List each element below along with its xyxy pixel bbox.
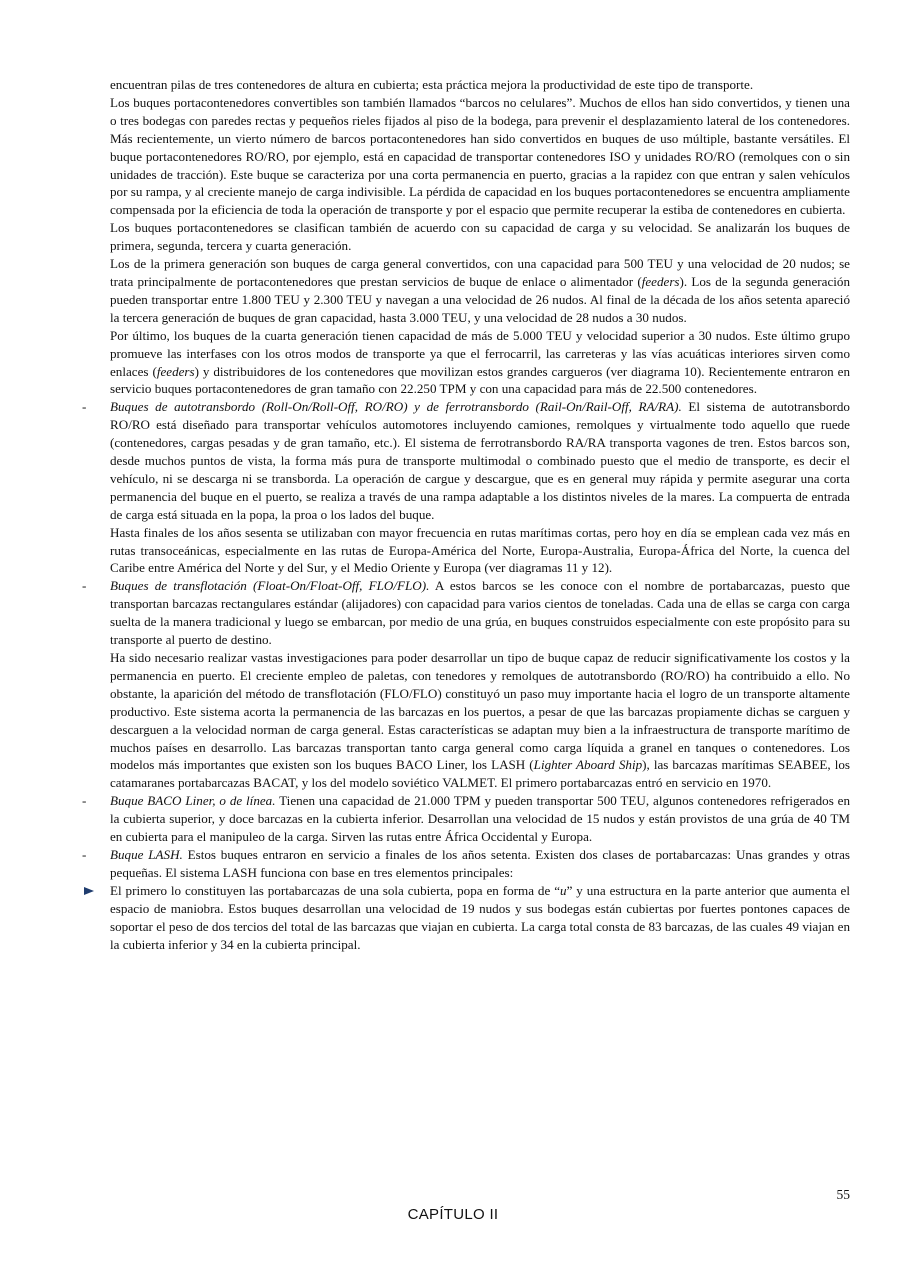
paragraph: Buques de transflotación (Float-On/Float-Off, FLO/FLO). A estos barcos se les conoce con el nombre de portabarcazas, puesto que transportan barcazas rectangulares estándar (alijadores) con capacidad para varios cientos de toneladas. Cada una de ellas se carga con carga suelta de la manera tradicional y luego se embarcan, por medio de una grúa, en buques construidos especialmente con este propósito para su transporte al puerto de destino.: [110, 578, 850, 648]
chapter-footer: CAPÍTULO II: [407, 1206, 499, 1223]
list-item: [82, 792, 851, 846]
paragraph: Hasta finales de los años sesenta se utilizaban con mayor frecuencia en rutas marítimas cortas, pero hoy en día se emplean cada vez más en rutas transoceánicas, especialmente en las rutas de Europa-América del Norte, Europa-Australia, Europa-África del Norte, la cuenca del Caribe entre América del Norte y del Sur, y el Medio Oriente y Europa (ver diagramas 11 y 12).: [110, 524, 850, 576]
bullet-marker: -: [82, 846, 87, 862]
paragraph: Ha sido necesario realizar vastas investigaciones para poder desarrollar un tipo de buque capaz de reducir significativamente los costos y la permanencia en puerto. El creciente empleo de paletas, con tenedores y remolques de autotransbordo (RO/RO) ha contribuido a ello. No obstante, la aparición del método de transflotación (FLO/FLO) constituyó un paso muy importante hacia el logro de un transporte altamente productivo. Este sistema acorta la permanencia de las barcazas en los puertos, a pesar de que las barcazas propiamente dichas se carguen y descarguen a la velocidad norman de carga general. Estas características se adaptan muy bien a la infraestructura de transporte marítimo de muchos países en desarrollo. Las barcazas transportan tanto carga general como carga líquida a granel en tanques o contenedores. Los modelos más importantes que existen son los buques BACO Liner, los LASH (Lighter Aboard Ship), las barcazas marítimas SEABEE, los catamaranes portabarcazas BACAT, y los del modelo soviético VALMET. El primero portabarcazas entró en servicio en 1970.: [110, 650, 850, 791]
list-item: [82, 577, 850, 792]
arrow-bullet-icon: [84, 887, 94, 895]
bullet-marker: -: [82, 793, 87, 809]
document-body: [82, 76, 851, 953]
paragraph: Los buques portacontenedores convertibles son también llamados “barcos no celulares”. Muchos de ellos han sido convertidos, y tienen una o tres bodegas con paredes rectas y pequeños rieles fijados al piso de la bodega, para prevenir el desplazamiento lateral de los contenedores. Más recientemente, un vierto número de barcos portacontenedores han sido convertidos en buques de uso múltiple, bastante versátiles. El buque portacontenedores RO/RO, por ejemplo, está en capacidad de transportar contenedores ISO y unidades RO/RO (remolques con o sin unidades de tracción). Este buque se caracteriza por una corta permanencia en puerto, gracias a la rapidez con que entran y salen vehículos por su rampa, y al creciente manejo de carga indivisible. La pérdida de capacidad en los buques portacontenedores se encuentra ampliamente compensada por la eficiencia de toda la operación de transporte y por el espacio que permite recuperar la estiba de contenedores en cubierta.: [110, 94, 850, 218]
list-item: [82, 398, 850, 577]
paragraph: encuentran pilas de tres contenedores de altura en cubierta; esta práctica mejora la productividad de este tipo de transporte.: [110, 77, 754, 92]
paragraph: Los buques portacontenedores se clasifican también de acuerdo con su capacidad de carga y su velocidad. Se analizarán los buques de primera, segunda, tercera y cuarta generación.: [110, 220, 850, 254]
paragraph: Buque LASH. Estos buques entraron en servicio a finales de los años setenta. Existen dos clases de portabarcazas: Unas grandes y otras pequeñas. El sistema LASH funciona con base en tres elementos principales:: [110, 846, 850, 880]
paragraph: El primero lo constituyen las portabarcazas de una sola cubierta, popa en forma de “u” y una estructura en la parte anterior que aumenta el espacio de maniobra. Estos buques desarrollan una velocidad de 19 nudos y sus bodegas están cubiertas por fuertes pontones capaces de soportar el peso de dos tercios del total de las barcazas que viajan en cubierta. La carga total consta de 83 barcazas, de las cuales 49 viajan en la cubierta inferior y 34 en la cubierta principal.: [110, 882, 851, 952]
bullet-marker: -: [82, 399, 87, 415]
list-item: [82, 846, 850, 882]
paragraph: Por último, los buques de la cuarta generación tienen capacidad de más de 5.000 TEU y velocidad superior a 30 nudos. Este último grupo promueve las interfases con los otros modos de transporte ya que el ferrocarril, las carreteras y las vías acuáticas interiores sirven como enlaces (feeders) y distribuidores de los contenedores que movilizan estos grandes cargueros (ver diagrama 10). Recientemente entraron en servicio buques portacontenedores de gran tamaño con 22.250 TPM y con una capacidad para más de 22.500 contenedores.: [110, 327, 850, 397]
paragraph: Los de la primera generación son buques de carga general convertidos, con una capacidad para 500 TEU y una velocidad de 20 nudos; se trata principalmente de portacontenedores que prestan servicios de buque de enlace o alimentador (feeders). Los de la segunda generación pueden transportar entre 1.800 TEU y 2.300 TEU y navegan a una velocidad de 26 nudos. Al final de la década de los años setenta apareció la tercera generación de buques de gran capacidad, hasta 3.000 TEU, y una velocidad de 28 nudos a 30 nudos.: [110, 256, 851, 325]
list-item: [110, 882, 850, 954]
page-number: 55: [836, 1187, 850, 1202]
paragraph: Buque BACO Liner, o de línea. Tienen una capacidad de 21.000 TPM y pueden transportar 500 TEU, algunos contenedores refrigerados en la cubierta superior, y doce barcazas en la cubierta inferior. Desarrollan una velocidad de 15 nudos y están provistos de una grúa de 40 TM en cubierta para el manipuleo de la carga. Sirven las rutas entre África Occidental y Europa.: [110, 793, 851, 845]
paragraph: Buques de autotransbordo (Roll-On/Roll-Off, RO/RO) y de ferrotransbordo (Rail-On/Rail-Off, RA/RA). El sistema de autotransbordo RO/RO está diseñado para transportar vehículos automotores incluyendo camiones, remolques y virtualmente todo aquello que ruede (contenedores, cargas pesadas y de gran tamaño, etc.). El sistema de ferrotransbordo RA/RA transporta vagones de tren. Estos barcos son, desde muchos puntos de vista, la forma más pura de transporte multimodal o combinado puesto que el medio de transporte, es decir el vehículo, ni se descarga ni se transborda. La operación de cargue y descargue, que es en general muy rápida y permite asegurar una corta permanencia del buque en el puerto, se realiza a través de una rampa adaptable a los distintos niveles de la mares. La compuerta de entrada de carga está situada en la popa, la proa o los lados del buque.: [110, 399, 850, 522]
bullet-marker: -: [82, 578, 87, 594]
